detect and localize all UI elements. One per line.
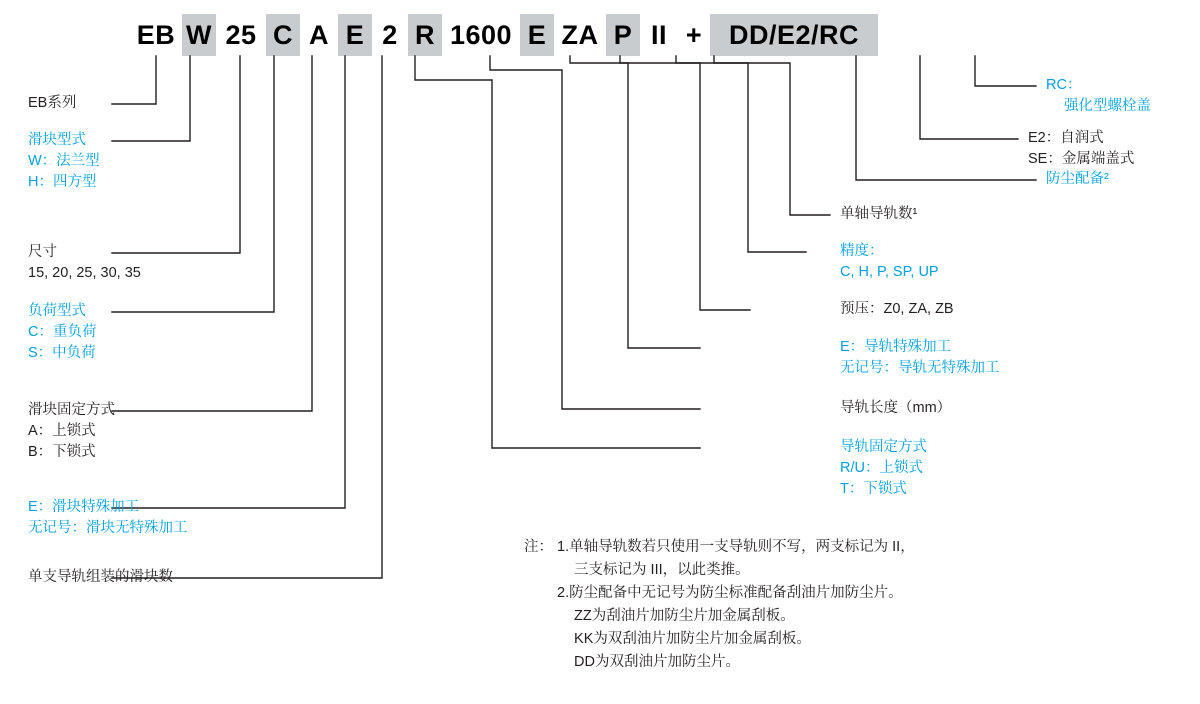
label-rail-per-axis: 单轴导轨数¹: [840, 206, 918, 222]
label-eb-series: EB系列: [28, 95, 77, 111]
label-preload: 预压：Z0, ZA, ZB: [840, 301, 954, 317]
note-2-line-2: ZZ为刮油片加防尘片加金属刮板。: [574, 608, 795, 624]
code-cell-load-type: C: [266, 14, 300, 56]
code-cell-size: 25: [216, 14, 266, 56]
notes-head: 注：: [524, 539, 553, 555]
note-2-line-4: DD为双刮油片加防尘片。: [574, 654, 740, 670]
label-rail-fix: 导轨固定方式 R/U：上锁式 T：下锁式: [840, 439, 927, 497]
label-accuracy: 精度： C, H, P, SP, UP: [840, 243, 939, 280]
code-cell-preload: ZA: [554, 14, 606, 56]
note-1-line-1: 1.单轴导轨数若只使用一支导轨则不写，两支标记为 II，: [557, 539, 915, 555]
note-2-line-1: 2.防尘配备中无记号为防尘标准配备刮油片加防尘片。: [557, 585, 903, 601]
code-cell-block-special: E: [338, 14, 372, 56]
code-cell-plus: +: [678, 14, 710, 56]
note-2-line-3: KK为双刮油片加防尘片加金属刮板。: [574, 631, 811, 647]
label-block-type: 滑块型式 W：法兰型 H：四方型: [28, 132, 100, 190]
label-block-special: E：滑块特殊加工 无记号：滑块无特殊加工: [28, 499, 188, 536]
label-rail-special: E：导轨特殊加工 无记号：导轨无特殊加工: [840, 339, 1000, 376]
label-size: 尺寸 15, 20, 25, 30, 35: [28, 244, 141, 281]
designation-code-row: [130, 14, 878, 56]
notes-body: [557, 536, 915, 674]
code-cell-rail-per-axis: II: [640, 14, 678, 56]
label-load-type: 负荷型式 C：重负荷 S：中负荷: [28, 303, 97, 361]
code-cell-rail-special: E: [520, 14, 554, 56]
code-cell-rail-fix: R: [408, 14, 442, 56]
code-cell-rail-length: 1600: [442, 14, 520, 56]
label-dust-proof: 防尘配备²: [1046, 171, 1109, 187]
label-rc: RC： 强化型螺栓盖: [1046, 77, 1151, 114]
code-cell-block-count: 2: [372, 14, 408, 56]
code-cell-accuracy: P: [606, 14, 640, 56]
label-block-count: 单支导轨组装的滑块数: [28, 569, 173, 585]
code-cell-block-fix: A: [300, 14, 338, 56]
code-cell-block-type: W: [182, 14, 216, 56]
note-1-line-2: 三支标记为 III，以此类推。: [574, 562, 750, 578]
notes-block: [524, 536, 915, 674]
label-block-fix: 滑块固定方式 A：上锁式 B：下锁式: [28, 402, 115, 460]
code-cell-eb: EB: [130, 14, 182, 56]
label-e2-se: E2：自润式 SE：金属端盖式: [1028, 130, 1135, 167]
code-cell-options: DD/E2/RC: [710, 14, 878, 56]
label-rail-length: 导轨长度（mm）: [840, 400, 952, 416]
